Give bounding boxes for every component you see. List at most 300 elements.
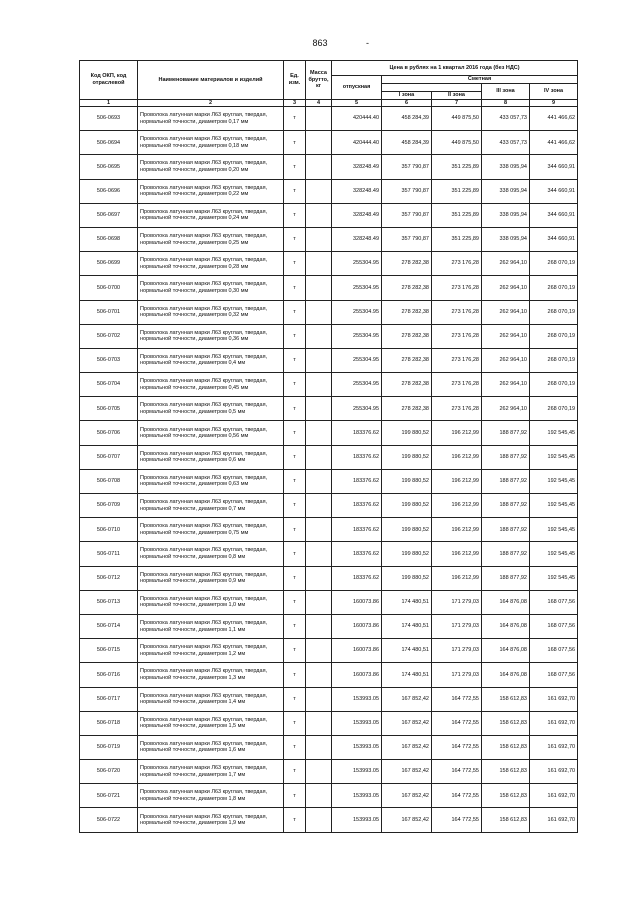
cell-release-price: 255304.95 — [332, 397, 382, 421]
header-zone4: IV зона — [530, 84, 578, 100]
header-zone3: III зона — [482, 84, 530, 100]
header-code: Код ОКП, код отраслевой — [80, 61, 138, 100]
cell-zone2-price: 196 212,99 — [432, 518, 482, 542]
cell-zone4-price: 168 077,56 — [530, 614, 578, 638]
cell-code: 506-0696 — [80, 179, 138, 203]
cell-mass — [306, 614, 332, 638]
table-row — [80, 808, 578, 832]
cell-unit: т — [284, 397, 306, 421]
cell-release-price: 153993.05 — [332, 735, 382, 759]
header-unit: Ед. изм. — [284, 61, 306, 100]
cell-zone3-price: 158 612,83 — [482, 784, 530, 808]
cell-zone3-price: 164 876,08 — [482, 663, 530, 687]
cell-release-price: 183376.62 — [332, 469, 382, 493]
cell-code: 506-0718 — [80, 711, 138, 735]
cell-mass — [306, 735, 332, 759]
cell-zone2-price: 273 176,28 — [432, 276, 482, 300]
cell-zone1-price: 167 852,42 — [382, 760, 432, 784]
cell-mass — [306, 107, 332, 131]
cell-unit: т — [284, 107, 306, 131]
cell-release-price: 153993.05 — [332, 808, 382, 832]
cell-unit: т — [284, 639, 306, 663]
cell-unit: т — [284, 687, 306, 711]
table-row — [80, 203, 578, 227]
cell-zone3-price: 164 876,08 — [482, 639, 530, 663]
cell-zone3-price: 262 964,10 — [482, 300, 530, 324]
cell-name: Проволока латунная марки Л63 круглая, твердая, нормальной точности, диаметром 0,30 мм — [138, 276, 284, 300]
cell-zone2-price: 273 176,28 — [432, 373, 482, 397]
cell-zone1-price: 357 790,87 — [382, 203, 432, 227]
cell-name: Проволока латунная марки Л63 круглая, твердая, нормальной точности, диаметром 0,4 мм — [138, 348, 284, 372]
cell-name: Проволока латунная марки Л63 круглая, твердая, нормальной точности, диаметром 0,28 мм — [138, 252, 284, 276]
cell-zone4-price: 161 692,70 — [530, 784, 578, 808]
cell-mass — [306, 469, 332, 493]
cell-zone1-price: 278 282,38 — [382, 397, 432, 421]
cell-code: 506-0693 — [80, 107, 138, 131]
table-row — [80, 373, 578, 397]
cell-zone2-price: 164 772,55 — [432, 760, 482, 784]
table-row — [80, 276, 578, 300]
cell-code: 506-0711 — [80, 542, 138, 566]
cell-zone2-price: 351 225,89 — [432, 227, 482, 251]
cell-release-price: 328248.49 — [332, 227, 382, 251]
cell-zone4-price: 161 692,70 — [530, 760, 578, 784]
header-estimate-spacer — [382, 84, 482, 92]
cell-release-price: 183376.62 — [332, 566, 382, 590]
cell-zone3-price: 158 612,83 — [482, 760, 530, 784]
cell-name: Проволока латунная марки Л63 круглая, твердая, нормальной точности, диаметром 1,0 мм — [138, 590, 284, 614]
cell-zone3-price: 338 095,94 — [482, 203, 530, 227]
header-release: отпускная — [332, 76, 382, 100]
cell-name: Проволока латунная марки Л63 круглая, твердая, нормальной точности, диаметром 0,18 мм — [138, 131, 284, 155]
table-row — [80, 107, 578, 131]
cell-zone4-price: 268 070,19 — [530, 348, 578, 372]
cell-release-price: 153993.05 — [332, 760, 382, 784]
cell-name: Проволока латунная марки Л63 круглая, твердая, нормальной точности, диаметром 0,7 мм — [138, 494, 284, 518]
cell-zone2-price: 351 225,89 — [432, 179, 482, 203]
header-num-7: 7 — [432, 99, 482, 107]
header-mass: Масса брутто, кг — [306, 61, 332, 100]
cell-mass — [306, 494, 332, 518]
cell-zone3-price: 164 876,08 — [482, 614, 530, 638]
cell-zone3-price: 188 877,92 — [482, 542, 530, 566]
cell-zone1-price: 278 282,38 — [382, 252, 432, 276]
cell-release-price: 160073.86 — [332, 663, 382, 687]
table-row — [80, 469, 578, 493]
cell-unit: т — [284, 348, 306, 372]
cell-zone3-price: 158 612,83 — [482, 711, 530, 735]
table-row — [80, 735, 578, 759]
cell-zone4-price: 192 545,45 — [530, 542, 578, 566]
cell-zone4-price: 344 660,91 — [530, 155, 578, 179]
cell-mass — [306, 784, 332, 808]
cell-code: 506-0721 — [80, 784, 138, 808]
cell-zone4-price: 168 077,56 — [530, 663, 578, 687]
cell-zone4-price: 441 466,62 — [530, 107, 578, 131]
cell-zone1-price: 174 480,51 — [382, 590, 432, 614]
table-row — [80, 566, 578, 590]
cell-zone4-price: 168 077,56 — [530, 639, 578, 663]
cell-code: 506-0695 — [80, 155, 138, 179]
cell-zone2-price: 449 875,50 — [432, 131, 482, 155]
cell-zone2-price: 164 772,55 — [432, 687, 482, 711]
cell-zone1-price: 357 790,87 — [382, 155, 432, 179]
cell-zone4-price: 192 545,45 — [530, 445, 578, 469]
cell-mass — [306, 276, 332, 300]
cell-zone3-price: 188 877,92 — [482, 445, 530, 469]
cell-mass — [306, 203, 332, 227]
table-row — [80, 445, 578, 469]
cell-code: 506-0702 — [80, 324, 138, 348]
table-body — [80, 107, 578, 833]
cell-name: Проволока латунная марки Л63 круглая, твердая, нормальной точности, диаметром 0,56 мм — [138, 421, 284, 445]
cell-release-price: 255304.95 — [332, 276, 382, 300]
cell-zone4-price: 344 660,91 — [530, 227, 578, 251]
cell-mass — [306, 590, 332, 614]
cell-zone3-price: 262 964,10 — [482, 276, 530, 300]
cell-zone3-price: 188 877,92 — [482, 494, 530, 518]
cell-release-price: 160073.86 — [332, 590, 382, 614]
cell-zone4-price: 268 070,19 — [530, 300, 578, 324]
cell-zone1-price: 357 790,87 — [382, 179, 432, 203]
cell-zone3-price: 188 877,92 — [482, 566, 530, 590]
cell-code: 506-0716 — [80, 663, 138, 687]
cell-name: Проволока латунная марки Л63 круглая, твердая, нормальной точности, диаметром 1,8 мм — [138, 784, 284, 808]
cell-release-price: 420444.40 — [332, 107, 382, 131]
cell-zone1-price: 458 284,39 — [382, 131, 432, 155]
cell-code: 506-0708 — [80, 469, 138, 493]
cell-zone3-price: 188 877,92 — [482, 518, 530, 542]
cell-zone2-price: 273 176,28 — [432, 324, 482, 348]
header-estimate-group: Сметная — [382, 76, 578, 84]
cell-zone1-price: 458 284,39 — [382, 107, 432, 131]
cell-release-price: 255304.95 — [332, 373, 382, 397]
cell-zone1-price: 199 880,52 — [382, 469, 432, 493]
header-price-group: Цена в рублях на 1 квартал 2016 года (без НДС) — [332, 61, 578, 76]
cell-zone2-price: 196 212,99 — [432, 445, 482, 469]
cell-release-price: 183376.62 — [332, 542, 382, 566]
cell-release-price: 183376.62 — [332, 445, 382, 469]
cell-zone4-price: 268 070,19 — [530, 373, 578, 397]
header-num-2: 2 — [138, 99, 284, 107]
cell-name: Проволока латунная марки Л63 круглая, твердая, нормальной точности, диаметром 0,22 мм — [138, 179, 284, 203]
cell-name: Проволока латунная марки Л63 круглая, твердая, нормальной точности, диаметром 1,7 мм — [138, 760, 284, 784]
cell-zone2-price: 196 212,99 — [432, 469, 482, 493]
cell-name: Проволока латунная марки Л63 круглая, твердая, нормальной точности, диаметром 0,45 мм — [138, 373, 284, 397]
cell-zone2-price: 351 225,89 — [432, 203, 482, 227]
cell-unit: т — [284, 494, 306, 518]
cell-zone3-price: 158 612,83 — [482, 687, 530, 711]
cell-unit: т — [284, 735, 306, 759]
cell-unit: т — [284, 760, 306, 784]
cell-unit: т — [284, 227, 306, 251]
cell-zone1-price: 174 480,51 — [382, 614, 432, 638]
cell-code: 506-0697 — [80, 203, 138, 227]
cell-zone4-price: 161 692,70 — [530, 808, 578, 832]
cell-zone2-price: 196 212,99 — [432, 566, 482, 590]
cell-zone1-price: 167 852,42 — [382, 735, 432, 759]
cell-zone4-price: 192 545,45 — [530, 494, 578, 518]
cell-zone1-price: 357 790,87 — [382, 227, 432, 251]
cell-release-price: 153993.05 — [332, 711, 382, 735]
cell-zone1-price: 167 852,42 — [382, 711, 432, 735]
cell-zone3-price: 338 095,94 — [482, 179, 530, 203]
cell-mass — [306, 179, 332, 203]
cell-zone1-price: 278 282,38 — [382, 348, 432, 372]
cell-unit: т — [284, 179, 306, 203]
cell-zone3-price: 158 612,83 — [482, 808, 530, 832]
cell-mass — [306, 663, 332, 687]
cell-zone3-price: 188 877,92 — [482, 469, 530, 493]
cell-unit: т — [284, 808, 306, 832]
cell-zone2-price: 351 225,89 — [432, 155, 482, 179]
table-row — [80, 784, 578, 808]
cell-name: Проволока латунная марки Л63 круглая, твердая, нормальной точности, диаметром 1,3 мм — [138, 663, 284, 687]
cell-zone3-price: 262 964,10 — [482, 373, 530, 397]
cell-unit: т — [284, 445, 306, 469]
cell-mass — [306, 131, 332, 155]
cell-mass — [306, 760, 332, 784]
cell-unit: т — [284, 663, 306, 687]
cell-zone2-price: 164 772,55 — [432, 808, 482, 832]
cell-name: Проволока латунная марки Л63 круглая, твердая, нормальной точности, диаметром 1,5 мм — [138, 711, 284, 735]
cell-zone2-price: 196 212,99 — [432, 421, 482, 445]
cell-zone3-price: 262 964,10 — [482, 397, 530, 421]
cell-release-price: 160073.86 — [332, 614, 382, 638]
cell-zone1-price: 199 880,52 — [382, 566, 432, 590]
cell-code: 506-0719 — [80, 735, 138, 759]
cell-zone3-price: 433 057,73 — [482, 107, 530, 131]
cell-zone1-price: 278 282,38 — [382, 276, 432, 300]
cell-code: 506-0720 — [80, 760, 138, 784]
cell-code: 506-0694 — [80, 131, 138, 155]
cell-zone2-price: 273 176,28 — [432, 348, 482, 372]
cell-mass — [306, 639, 332, 663]
cell-unit: т — [284, 542, 306, 566]
cell-zone1-price: 199 880,52 — [382, 445, 432, 469]
header-num-6: 6 — [382, 99, 432, 107]
cell-release-price: 160073.86 — [332, 639, 382, 663]
cell-zone4-price: 268 070,19 — [530, 324, 578, 348]
header-num-5: 5 — [332, 99, 382, 107]
cell-release-price: 183376.62 — [332, 518, 382, 542]
cell-zone1-price: 199 880,52 — [382, 542, 432, 566]
cell-code: 506-0710 — [80, 518, 138, 542]
cell-mass — [306, 711, 332, 735]
cell-zone3-price: 262 964,10 — [482, 252, 530, 276]
cell-unit: т — [284, 566, 306, 590]
cell-mass — [306, 445, 332, 469]
header-num-1: 1 — [80, 99, 138, 107]
table-row — [80, 179, 578, 203]
cell-mass — [306, 373, 332, 397]
table-row — [80, 348, 578, 372]
cell-name: Проволока латунная марки Л63 круглая, твердая, нормальной точности, диаметром 1,4 мм — [138, 687, 284, 711]
cell-name: Проволока латунная марки Л63 круглая, твердая, нормальной точности, диаметром 0,25 мм — [138, 227, 284, 251]
cell-mass — [306, 421, 332, 445]
cell-code: 506-0722 — [80, 808, 138, 832]
cell-unit: т — [284, 300, 306, 324]
table-row — [80, 131, 578, 155]
table-row — [80, 687, 578, 711]
cell-code: 506-0707 — [80, 445, 138, 469]
cell-zone3-price: 338 095,94 — [482, 227, 530, 251]
cell-unit: т — [284, 590, 306, 614]
cell-release-price: 153993.05 — [332, 687, 382, 711]
cell-zone1-price: 278 282,38 — [382, 373, 432, 397]
cell-release-price: 420444.40 — [332, 131, 382, 155]
cell-zone2-price: 171 279,03 — [432, 663, 482, 687]
table-row — [80, 639, 578, 663]
cell-unit: т — [284, 373, 306, 397]
cell-zone2-price: 273 176,28 — [432, 300, 482, 324]
cell-zone2-price: 164 772,55 — [432, 735, 482, 759]
cell-name: Проволока латунная марки Л63 круглая, твердая, нормальной точности, диаметром 0,8 мм — [138, 542, 284, 566]
cell-zone1-price: 167 852,42 — [382, 808, 432, 832]
cell-mass — [306, 155, 332, 179]
cell-name: Проволока латунная марки Л63 круглая, твердая, нормальной точности, диаметром 0,5 мм — [138, 397, 284, 421]
cell-code: 506-0701 — [80, 300, 138, 324]
cell-name: Проволока латунная марки Л63 круглая, твердая, нормальной точности, диаметром 0,24 мм — [138, 203, 284, 227]
cell-code: 506-0703 — [80, 348, 138, 372]
table-row — [80, 760, 578, 784]
cell-zone2-price: 449 875,50 — [432, 107, 482, 131]
cell-code: 506-0698 — [80, 227, 138, 251]
cell-release-price: 255304.95 — [332, 252, 382, 276]
cell-unit: т — [284, 784, 306, 808]
cell-name: Проволока латунная марки Л63 круглая, твердая, нормальной точности, диаметром 0,63 мм — [138, 469, 284, 493]
cell-zone2-price: 196 212,99 — [432, 494, 482, 518]
cell-zone4-price: 441 466,62 — [530, 131, 578, 155]
cell-zone3-price: 188 877,92 — [482, 421, 530, 445]
cell-release-price: 255304.95 — [332, 348, 382, 372]
cell-code: 506-0717 — [80, 687, 138, 711]
table-header — [80, 61, 578, 107]
cell-mass — [306, 300, 332, 324]
cell-release-price: 255304.95 — [332, 324, 382, 348]
cell-zone4-price: 268 070,19 — [530, 397, 578, 421]
cell-name: Проволока латунная марки Л63 круглая, твердая, нормальной точности, диаметром 0,20 мм — [138, 155, 284, 179]
cell-zone1-price: 167 852,42 — [382, 784, 432, 808]
cell-code: 506-0700 — [80, 276, 138, 300]
cell-unit: т — [284, 324, 306, 348]
cell-mass — [306, 518, 332, 542]
header-num-9: 9 — [530, 99, 578, 107]
cell-code: 506-0706 — [80, 421, 138, 445]
cell-zone4-price: 161 692,70 — [530, 711, 578, 735]
cell-unit: т — [284, 614, 306, 638]
cell-name: Проволока латунная марки Л63 круглая, твердая, нормальной точности, диаметром 1,6 мм — [138, 735, 284, 759]
cell-code: 506-0704 — [80, 373, 138, 397]
cell-mass — [306, 227, 332, 251]
cell-zone1-price: 174 480,51 — [382, 639, 432, 663]
cell-zone2-price: 196 212,99 — [432, 542, 482, 566]
cell-zone4-price: 344 660,91 — [530, 179, 578, 203]
cell-zone4-price: 268 070,19 — [530, 252, 578, 276]
cell-zone1-price: 278 282,38 — [382, 324, 432, 348]
cell-unit: т — [284, 203, 306, 227]
cell-release-price: 153993.05 — [332, 784, 382, 808]
cell-zone2-price: 164 772,55 — [432, 784, 482, 808]
table-row — [80, 397, 578, 421]
cell-zone3-price: 433 057,73 — [482, 131, 530, 155]
header-zone1: I зона — [382, 92, 432, 100]
cell-code: 506-0705 — [80, 397, 138, 421]
cell-mass — [306, 566, 332, 590]
page-number: 863 — [312, 38, 328, 48]
table-row — [80, 324, 578, 348]
cell-zone3-price: 164 876,08 — [482, 590, 530, 614]
cell-zone2-price: 273 176,28 — [432, 252, 482, 276]
cell-name: Проволока латунная марки Л63 круглая, твердая, нормальной точности, диаметром 0,17 мм — [138, 107, 284, 131]
cell-unit: т — [284, 252, 306, 276]
cell-name: Проволока латунная марки Л63 круглая, твердая, нормальной точности, диаметром 0,75 мм — [138, 518, 284, 542]
table-row — [80, 155, 578, 179]
header-num-3: 3 — [284, 99, 306, 107]
table-row — [80, 663, 578, 687]
cell-mass — [306, 252, 332, 276]
table-row — [80, 711, 578, 735]
cell-zone4-price: 192 545,45 — [530, 469, 578, 493]
cell-unit: т — [284, 155, 306, 179]
cell-zone3-price: 262 964,10 — [482, 324, 530, 348]
cell-release-price: 255304.95 — [332, 300, 382, 324]
cell-zone1-price: 199 880,52 — [382, 518, 432, 542]
table-row — [80, 227, 578, 251]
table-row — [80, 252, 578, 276]
cell-zone3-price: 338 095,94 — [482, 155, 530, 179]
cell-name: Проволока латунная марки Л63 круглая, твердая, нормальной точности, диаметром 1,9 мм — [138, 808, 284, 832]
table-row — [80, 494, 578, 518]
cell-release-price: 328248.49 — [332, 203, 382, 227]
cell-zone2-price: 273 176,28 — [432, 397, 482, 421]
cell-unit: т — [284, 711, 306, 735]
cell-zone4-price: 161 692,70 — [530, 687, 578, 711]
cell-name: Проволока латунная марки Л63 круглая, твердая, нормальной точности, диаметром 0,6 мм — [138, 445, 284, 469]
table-row — [80, 300, 578, 324]
cell-unit: т — [284, 518, 306, 542]
cell-mass — [306, 808, 332, 832]
cell-name: Проволока латунная марки Л63 круглая, твердая, нормальной точности, диаметром 0,9 мм — [138, 566, 284, 590]
cell-code: 506-0712 — [80, 566, 138, 590]
table-row — [80, 518, 578, 542]
cell-zone2-price: 164 772,55 — [432, 711, 482, 735]
page-dash-mark: - — [366, 38, 369, 48]
table-row — [80, 614, 578, 638]
cell-name: Проволока латунная марки Л63 круглая, твердая, нормальной точности, диаметром 1,1 мм — [138, 614, 284, 638]
cell-unit: т — [284, 131, 306, 155]
cell-zone2-price: 171 279,03 — [432, 614, 482, 638]
cell-name: Проволока латунная марки Л63 круглая, твердая, нормальной точности, диаметром 1,2 мм — [138, 639, 284, 663]
table-row — [80, 590, 578, 614]
cell-release-price: 328248.49 — [332, 155, 382, 179]
header-num-4: 4 — [306, 99, 332, 107]
cell-name: Проволока латунная марки Л63 круглая, твердая, нормальной точности, диаметром 0,32 мм — [138, 300, 284, 324]
cell-zone1-price: 199 880,52 — [382, 421, 432, 445]
cell-zone4-price: 344 660,91 — [530, 203, 578, 227]
cell-code: 506-0714 — [80, 614, 138, 638]
cell-zone3-price: 158 612,83 — [482, 735, 530, 759]
cell-zone1-price: 174 480,51 — [382, 663, 432, 687]
cell-mass — [306, 324, 332, 348]
cell-zone4-price: 192 545,45 — [530, 421, 578, 445]
cell-code: 506-0715 — [80, 639, 138, 663]
cell-zone2-price: 171 279,03 — [432, 639, 482, 663]
cell-zone1-price: 167 852,42 — [382, 687, 432, 711]
cell-zone4-price: 168 077,56 — [530, 590, 578, 614]
cell-release-price: 183376.62 — [332, 494, 382, 518]
cell-zone3-price: 262 964,10 — [482, 348, 530, 372]
